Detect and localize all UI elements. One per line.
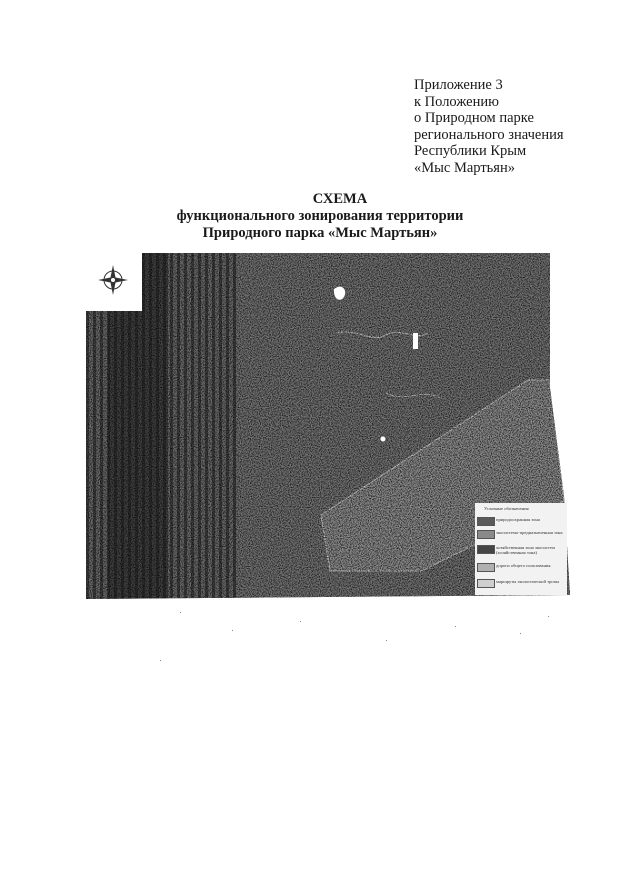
scan-speck (232, 630, 233, 631)
compass-rose-icon (95, 262, 131, 298)
scan-speck (160, 660, 161, 661)
legend-label: маршруты экологической тропы (496, 579, 560, 584)
scan-speck (300, 621, 301, 622)
scan-speck (386, 640, 387, 641)
legend-label: дороги общего пользования (496, 563, 551, 568)
title-line-1: СХЕМА (312, 191, 368, 207)
legend-swatch (477, 530, 495, 539)
appendix-header (414, 77, 564, 176)
map-legend (475, 503, 567, 595)
legend-title: Условные обозначения (484, 506, 529, 511)
appendix-line: регионального значения (414, 126, 564, 143)
scan-speck (548, 616, 549, 617)
legend-label: экосистемо-предназначенная зона (496, 530, 563, 535)
legend-swatch (477, 563, 495, 572)
legend-swatch (477, 579, 495, 588)
appendix-line: «Мыс Мартьян» (414, 159, 515, 176)
legend-label: хозяйственная зона экосистем (хозяйственная зона) (496, 545, 555, 556)
title-line-2: функционального зонирования территории (176, 208, 464, 224)
title-line-3: Природного парка «Мыс Мартьян» (202, 225, 438, 241)
legend-label: природоохранная зона (496, 517, 540, 522)
appendix-line: о Природном парке (414, 110, 534, 126)
appendix-line: Республики Крым (414, 143, 527, 159)
scan-speck (180, 612, 181, 613)
scan-speck (520, 633, 521, 634)
scan-speck (455, 626, 456, 627)
document-title (0, 191, 640, 242)
legend-swatch (477, 545, 495, 554)
appendix-line: Приложение 3 (414, 77, 503, 93)
legend-swatch (477, 517, 495, 526)
appendix-line: к Положению (414, 93, 499, 110)
